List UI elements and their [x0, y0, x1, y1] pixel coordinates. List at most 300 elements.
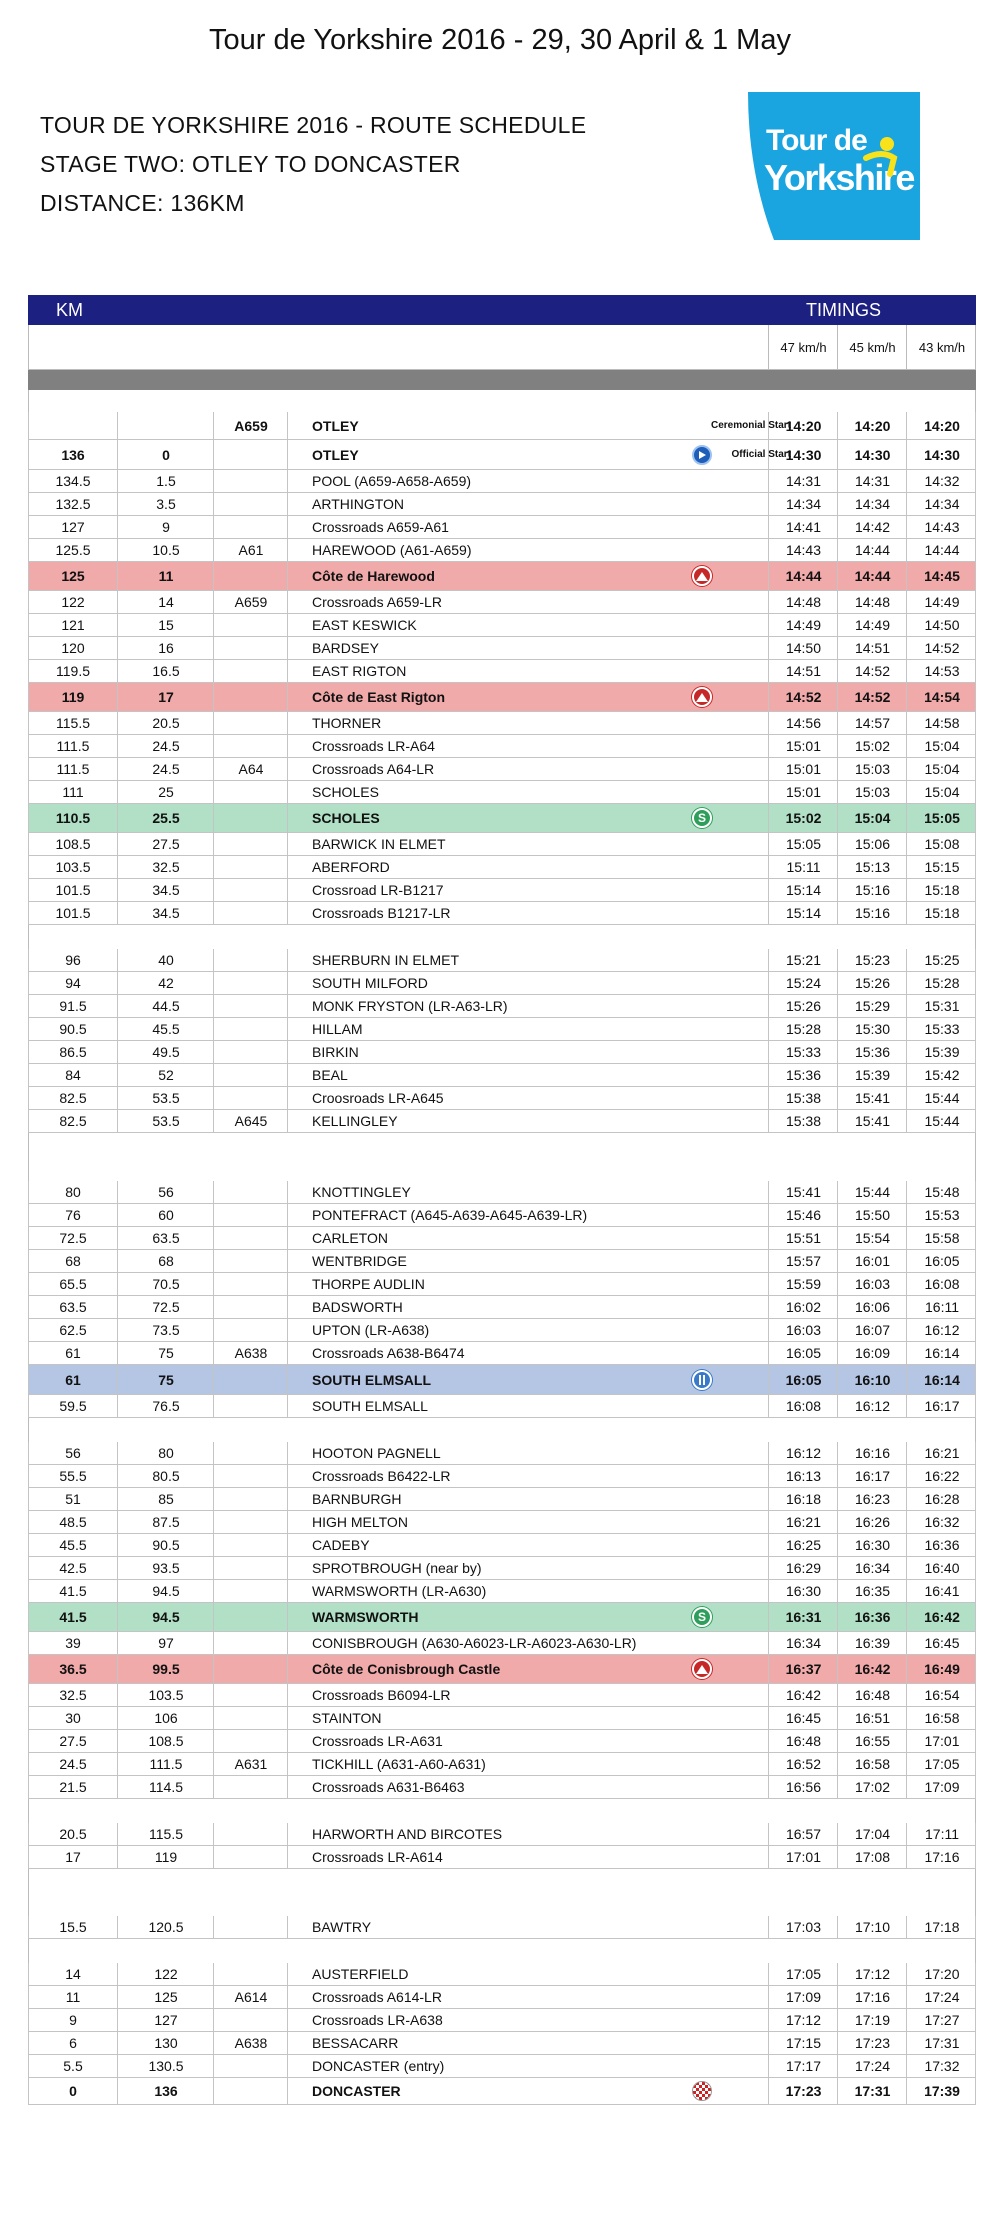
table-row [28, 1776, 976, 1799]
time-47-cell: 16:56 [768, 1776, 838, 1798]
time-47-cell: 15:01 [768, 781, 838, 803]
time-45-cell: 16:39 [837, 1632, 907, 1654]
time-45-cell: 15:16 [837, 879, 907, 901]
time-43-cell: 17:09 [906, 1776, 977, 1798]
table-row [28, 1342, 976, 1365]
time-47-cell: 15:57 [768, 1250, 838, 1272]
table-row [28, 1632, 976, 1655]
time-45-cell: 16:34 [837, 1557, 907, 1579]
time-43-cell: 14:52 [906, 637, 977, 659]
time-43-cell: 15:15 [906, 856, 977, 878]
km-to-go-cell: 122 [61, 594, 85, 610]
section-gap [28, 1869, 976, 1916]
place-cell: THORNER [287, 712, 797, 734]
km-covered-cell: 111.5 [117, 1753, 214, 1775]
time-47-cell: 17:15 [768, 2032, 838, 2054]
place-cell: SOUTH MILFORD [287, 972, 797, 994]
table-row [28, 1707, 976, 1730]
feed-icon [685, 1365, 719, 1394]
time-45-cell: 16:03 [837, 1273, 907, 1295]
road-cell [213, 2009, 288, 2031]
time-43-cell: 16:14 [906, 1365, 977, 1394]
place-cell: WARMSWORTH (LR-A630) [287, 1580, 797, 1602]
road-cell [213, 1730, 288, 1752]
place-cell: BADSWORTH [287, 1296, 797, 1318]
table-row [28, 614, 976, 637]
place-cell: Crossroads B1217-LR [287, 902, 797, 924]
km-to-go-cell: 30 [65, 1710, 81, 1726]
km-to-go-cell: 101.5 [55, 905, 91, 921]
road-cell: A61 [213, 539, 288, 561]
time-45-cell: 17:12 [837, 1963, 907, 1985]
table-row [28, 470, 976, 493]
table-row [28, 1580, 976, 1603]
km-to-go-cell: 111.5 [56, 738, 90, 754]
table-row [28, 539, 976, 562]
road-cell [213, 833, 288, 855]
table-row [28, 1846, 976, 1869]
time-45-cell: 16:35 [837, 1580, 907, 1602]
speed-45: 45 km/h [837, 325, 907, 369]
km-to-go-cell: 84 [65, 1067, 81, 1083]
table-row [28, 1511, 976, 1534]
time-43-cell: 16:49 [906, 1655, 977, 1683]
time-45-cell: 15:16 [837, 902, 907, 924]
km-covered-cell: 20.5 [117, 712, 214, 734]
table-row [28, 2009, 976, 2032]
time-47-cell: 16:18 [768, 1488, 838, 1510]
time-43-cell: 14:30 [906, 440, 977, 469]
time-47-cell: 17:09 [768, 1986, 838, 2008]
time-47-cell: 16:21 [768, 1511, 838, 1533]
km-to-go-cell: 86.5 [59, 1044, 87, 1060]
speed-header [28, 325, 976, 370]
time-45-cell: 15:41 [837, 1110, 907, 1132]
table-row [28, 493, 976, 516]
place-cell: HARWORTH AND BIRCOTES [287, 1823, 797, 1845]
time-45-cell: 16:42 [837, 1655, 907, 1683]
place-cell: Crossroads A638-B6474 [287, 1342, 797, 1364]
km-covered-cell: 122 [117, 1963, 214, 1985]
time-45-cell: 14:44 [837, 562, 907, 590]
time-45-cell: 14:51 [837, 637, 907, 659]
time-47-cell: 14:48 [768, 591, 838, 613]
time-45-cell: 14:20 [837, 412, 907, 439]
table-row [28, 1041, 976, 1064]
time-47-cell: 15:21 [768, 949, 838, 971]
place-cell: BEAL [287, 1064, 797, 1086]
time-47-cell: 17:05 [768, 1963, 838, 1985]
table-row [28, 516, 976, 539]
time-43-cell: 15:33 [906, 1018, 977, 1040]
road-cell [213, 781, 288, 803]
km-to-go-cell: 51 [65, 1491, 81, 1507]
km-to-go-cell: 59.5 [59, 1398, 87, 1414]
time-43-cell: 17:27 [906, 2009, 977, 2031]
place-cell: Crossroad LR-B1217 [287, 879, 797, 901]
km-to-go-cell: 103.5 [55, 859, 91, 875]
table-row [28, 1730, 976, 1753]
place-cell: OTLEY [287, 440, 797, 469]
km-covered-cell: 44.5 [117, 995, 214, 1017]
table-row [28, 2032, 976, 2055]
place-cell: BAWTRY [287, 1916, 797, 1938]
time-45-cell: 17:24 [837, 2055, 907, 2077]
time-45-cell: 17:31 [837, 2078, 907, 2104]
km-to-go-cell [29, 412, 117, 439]
time-43-cell: 14:54 [906, 683, 977, 711]
table-row [28, 1557, 976, 1580]
table-row [28, 972, 976, 995]
place-cell: SPROTBROUGH (near by) [287, 1557, 797, 1579]
table-row [28, 1395, 976, 1418]
sprint-row [28, 804, 976, 833]
place-cell: HIGH MELTON [287, 1511, 797, 1533]
place-cell: BARDSEY [287, 637, 797, 659]
time-43-cell: 14:58 [906, 712, 977, 734]
time-47-cell: 15:33 [768, 1041, 838, 1063]
road-cell: A659 [213, 412, 288, 439]
km-to-go-cell: 61 [65, 1345, 81, 1361]
time-45-cell: 15:04 [837, 804, 907, 832]
climb-row [28, 562, 976, 591]
place-cell: ABERFORD [287, 856, 797, 878]
table-row [28, 1916, 976, 1939]
time-47-cell: 17:12 [768, 2009, 838, 2031]
table-row [28, 440, 976, 470]
km-to-go-cell: 121 [61, 617, 85, 633]
time-43-cell: 17:01 [906, 1730, 977, 1752]
time-43-cell: 16:11 [906, 1296, 977, 1318]
time-43-cell: 17:24 [906, 1986, 977, 2008]
place-cell: KNOTTINGLEY [287, 1181, 797, 1203]
time-43-cell: 17:11 [906, 1823, 977, 1845]
time-43-cell: 17:16 [906, 1846, 977, 1868]
mountain-icon [685, 562, 719, 590]
time-43-cell: 16:17 [906, 1395, 977, 1417]
timings-header: TIMINGS [806, 300, 881, 320]
time-47-cell: 15:11 [768, 856, 838, 878]
time-45-cell: 15:50 [837, 1204, 907, 1226]
km-to-go-cell: 127 [61, 519, 85, 535]
km-covered-cell: 17 [117, 683, 214, 711]
km-header: KM [56, 300, 83, 320]
time-43-cell: 16:21 [906, 1442, 977, 1464]
time-45-cell: 15:44 [837, 1181, 907, 1203]
km-covered-cell: 68 [117, 1250, 214, 1272]
section-gap [28, 925, 976, 949]
schedule-heading: TOUR DE YORKSHIRE 2016 - ROUTE SCHEDULE [40, 112, 587, 138]
time-45-cell: 15:29 [837, 995, 907, 1017]
start-note: Official Start [731, 449, 791, 460]
route-schedule-table [28, 295, 976, 2105]
road-cell [213, 440, 288, 469]
road-cell [213, 995, 288, 1017]
road-cell [213, 562, 288, 590]
table-row [28, 1018, 976, 1041]
place-cell: AUSTERFIELD [287, 1963, 797, 1985]
place-cell: Crossroads A64-LR [287, 758, 797, 780]
place-cell: SCHOLES [287, 804, 797, 832]
time-43-cell: 16:14 [906, 1342, 977, 1364]
time-47-cell: 14:41 [768, 516, 838, 538]
time-47-cell: 14:20 [768, 412, 838, 439]
play-icon [685, 440, 719, 469]
time-47-cell: 14:44 [768, 562, 838, 590]
time-45-cell: 15:41 [837, 1087, 907, 1109]
km-to-go-cell: 17 [65, 1849, 81, 1865]
km-to-go-cell: 39 [65, 1635, 81, 1651]
km-covered-cell: 94.5 [117, 1580, 214, 1602]
time-43-cell: 15:04 [906, 758, 977, 780]
table-row [28, 412, 976, 440]
road-cell [213, 1365, 288, 1394]
time-45-cell: 17:19 [837, 2009, 907, 2031]
km-to-go-cell: 136 [61, 446, 85, 463]
km-to-go-cell: 27.5 [59, 1733, 87, 1749]
time-47-cell: 17:01 [768, 1846, 838, 1868]
place-cell: UPTON (LR-A638) [287, 1319, 797, 1341]
km-to-go-cell: 5.5 [63, 2058, 83, 2074]
table-row [28, 833, 976, 856]
place-cell: PONTEFRACT (A645-A639-A645-A639-LR) [287, 1204, 797, 1226]
time-45-cell: 14:30 [837, 440, 907, 469]
place-cell: WENTBRIDGE [287, 1250, 797, 1272]
km-covered-cell: 97 [117, 1632, 214, 1654]
road-cell [213, 856, 288, 878]
km-covered-cell: 60 [117, 1204, 214, 1226]
table-row [28, 1534, 976, 1557]
km-to-go-cell: 96 [65, 952, 81, 968]
time-45-cell: 15:03 [837, 758, 907, 780]
km-to-go-cell: 76 [65, 1207, 81, 1223]
place-cell: SOUTH ELMSALL [287, 1365, 797, 1394]
road-cell [213, 879, 288, 901]
km-to-go-cell: 45.5 [59, 1537, 87, 1553]
time-45-cell: 16:55 [837, 1730, 907, 1752]
place-cell: DONCASTER (entry) [287, 2055, 797, 2077]
time-45-cell: 14:49 [837, 614, 907, 636]
time-43-cell: 17:18 [906, 1916, 977, 1938]
road-cell [213, 1963, 288, 1985]
km-covered-cell: 106 [117, 1707, 214, 1729]
time-47-cell: 16:34 [768, 1632, 838, 1654]
km-to-go-cell: 0 [69, 2083, 77, 2099]
time-43-cell: 15:08 [906, 833, 977, 855]
place-cell: DONCASTER [287, 2078, 797, 2104]
table-row [28, 995, 976, 1018]
km-covered-cell: 53.5 [117, 1087, 214, 1109]
time-45-cell: 14:42 [837, 516, 907, 538]
road-cell [213, 735, 288, 757]
time-43-cell: 16:45 [906, 1632, 977, 1654]
road-cell [213, 1776, 288, 1798]
time-45-cell: 16:07 [837, 1319, 907, 1341]
time-43-cell: 14:32 [906, 470, 977, 492]
road-cell [213, 1465, 288, 1487]
place-cell: POOL (A659-A658-A659) [287, 470, 797, 492]
road-cell [213, 1319, 288, 1341]
time-47-cell: 15:05 [768, 833, 838, 855]
time-43-cell: 17:05 [906, 1753, 977, 1775]
time-45-cell: 14:52 [837, 683, 907, 711]
km-to-go-cell: 120 [61, 640, 85, 656]
mountain-icon [685, 683, 719, 711]
place-cell: KELLINGLEY [287, 1110, 797, 1132]
time-45-cell: 15:30 [837, 1018, 907, 1040]
road-cell [213, 614, 288, 636]
time-47-cell: 14:50 [768, 637, 838, 659]
time-43-cell: 16:28 [906, 1488, 977, 1510]
time-45-cell: 16:23 [837, 1488, 907, 1510]
time-47-cell: 16:31 [768, 1603, 838, 1631]
table-row [28, 1465, 976, 1488]
km-to-go-cell: 134.5 [55, 473, 91, 489]
time-45-cell: 16:06 [837, 1296, 907, 1318]
table-row [28, 2078, 976, 2105]
km-covered-cell: 127 [117, 2009, 214, 2031]
stage-info [40, 106, 586, 223]
time-43-cell: 15:25 [906, 949, 977, 971]
mountain-icon [685, 1655, 719, 1683]
km-covered-cell: 130.5 [117, 2055, 214, 2077]
place-cell: MONK FRYSTON (LR-A63-LR) [287, 995, 797, 1017]
km-covered-cell: 130 [117, 2032, 214, 2054]
table-row [28, 949, 976, 972]
km-covered-cell: 0 [117, 440, 214, 469]
speed-47: 47 km/h [768, 325, 838, 369]
table-row [28, 1110, 976, 1133]
place-cell: ARTHINGTON [287, 493, 797, 515]
table-row [28, 1064, 976, 1087]
road-cell: A614 [213, 1986, 288, 2008]
road-cell [213, 1655, 288, 1683]
km-to-go-cell: 32.5 [59, 1687, 87, 1703]
km-to-go-cell: 125 [61, 568, 85, 584]
time-47-cell: 14:30 [768, 440, 838, 469]
km-covered-cell: 75 [117, 1365, 214, 1394]
table-row [28, 1963, 976, 1986]
road-cell [213, 1846, 288, 1868]
section-gap [28, 1939, 976, 1963]
svg-text:Tour de: Tour de [766, 124, 867, 157]
time-47-cell: 15:24 [768, 972, 838, 994]
table-row [28, 879, 976, 902]
time-47-cell: 16:45 [768, 1707, 838, 1729]
time-47-cell: 14:34 [768, 493, 838, 515]
km-to-go-cell: 21.5 [59, 1779, 87, 1795]
place-cell: BIRKIN [287, 1041, 797, 1063]
time-43-cell: 15:48 [906, 1181, 977, 1203]
road-cell [213, 804, 288, 832]
km-to-go-cell: 56 [65, 1445, 81, 1461]
time-43-cell: 15:18 [906, 902, 977, 924]
time-45-cell: 14:52 [837, 660, 907, 682]
time-47-cell: 15:38 [768, 1110, 838, 1132]
table-row [28, 758, 976, 781]
time-47-cell: 15:51 [768, 1227, 838, 1249]
road-cell [213, 2055, 288, 2077]
km-covered-cell: 1.5 [117, 470, 214, 492]
time-47-cell: 16:13 [768, 1465, 838, 1487]
road-cell [213, 1603, 288, 1631]
km-covered-cell: 119 [117, 1846, 214, 1868]
km-covered-cell: 90.5 [117, 1534, 214, 1556]
time-47-cell: 15:46 [768, 1204, 838, 1226]
time-47-cell: 15:14 [768, 879, 838, 901]
time-43-cell: 16:36 [906, 1534, 977, 1556]
time-47-cell: 14:51 [768, 660, 838, 682]
table-row [28, 591, 976, 614]
time-43-cell: 14:50 [906, 614, 977, 636]
table-row [28, 1319, 976, 1342]
table-row [28, 1823, 976, 1846]
km-covered-cell: 75 [117, 1342, 214, 1364]
km-covered-cell: 136 [117, 2078, 214, 2104]
time-47-cell: 16:03 [768, 1319, 838, 1341]
time-45-cell: 15:26 [837, 972, 907, 994]
time-45-cell: 15:54 [837, 1227, 907, 1249]
road-cell: A645 [213, 1110, 288, 1132]
time-47-cell: 16:02 [768, 1296, 838, 1318]
road-cell [213, 1823, 288, 1845]
km-to-go-cell: 41.5 [59, 1609, 87, 1625]
road-cell [213, 1511, 288, 1533]
km-covered-cell: 120.5 [117, 1916, 214, 1938]
km-to-go-cell: 82.5 [59, 1113, 87, 1129]
climb-row [28, 1655, 976, 1684]
time-47-cell: 14:49 [768, 614, 838, 636]
road-cell [213, 470, 288, 492]
place-cell: Crossroads B6422-LR [287, 1465, 797, 1487]
time-45-cell: 16:17 [837, 1465, 907, 1487]
time-45-cell: 15:06 [837, 833, 907, 855]
time-45-cell: 16:48 [837, 1684, 907, 1706]
road-cell: A638 [213, 2032, 288, 2054]
time-43-cell: 16:58 [906, 1707, 977, 1729]
time-47-cell: 16:57 [768, 1823, 838, 1845]
road-cell [213, 1181, 288, 1203]
time-47-cell: 16:25 [768, 1534, 838, 1556]
place-cell: BARWICK IN ELMET [287, 833, 797, 855]
place-cell: Côte de Harewood [287, 562, 797, 590]
page-title: Tour de Yorkshire 2016 - 29, 30 April & 1 May [209, 24, 791, 56]
time-45-cell: 15:02 [837, 735, 907, 757]
km-covered-cell: 16 [117, 637, 214, 659]
km-to-go-cell: 48.5 [59, 1514, 87, 1530]
place-cell: Crossroads A659-LR [287, 591, 797, 613]
road-cell [213, 1580, 288, 1602]
time-45-cell: 16:58 [837, 1753, 907, 1775]
time-43-cell: 14:43 [906, 516, 977, 538]
table-row [28, 902, 976, 925]
km-to-go-cell: 132.5 [55, 496, 91, 512]
km-covered-cell: 93.5 [117, 1557, 214, 1579]
time-45-cell: 14:57 [837, 712, 907, 734]
km-covered-cell: 25 [117, 781, 214, 803]
time-47-cell: 16:48 [768, 1730, 838, 1752]
road-cell [213, 1684, 288, 1706]
km-covered-cell: 24.5 [117, 735, 214, 757]
place-cell: HILLAM [287, 1018, 797, 1040]
km-to-go-cell: 11 [65, 1989, 81, 2005]
table-row [28, 712, 976, 735]
time-45-cell: 16:10 [837, 1365, 907, 1394]
km-covered-cell: 73.5 [117, 1319, 214, 1341]
km-to-go-cell: 91.5 [59, 998, 87, 1014]
time-45-cell: 16:12 [837, 1395, 907, 1417]
road-cell [213, 1534, 288, 1556]
